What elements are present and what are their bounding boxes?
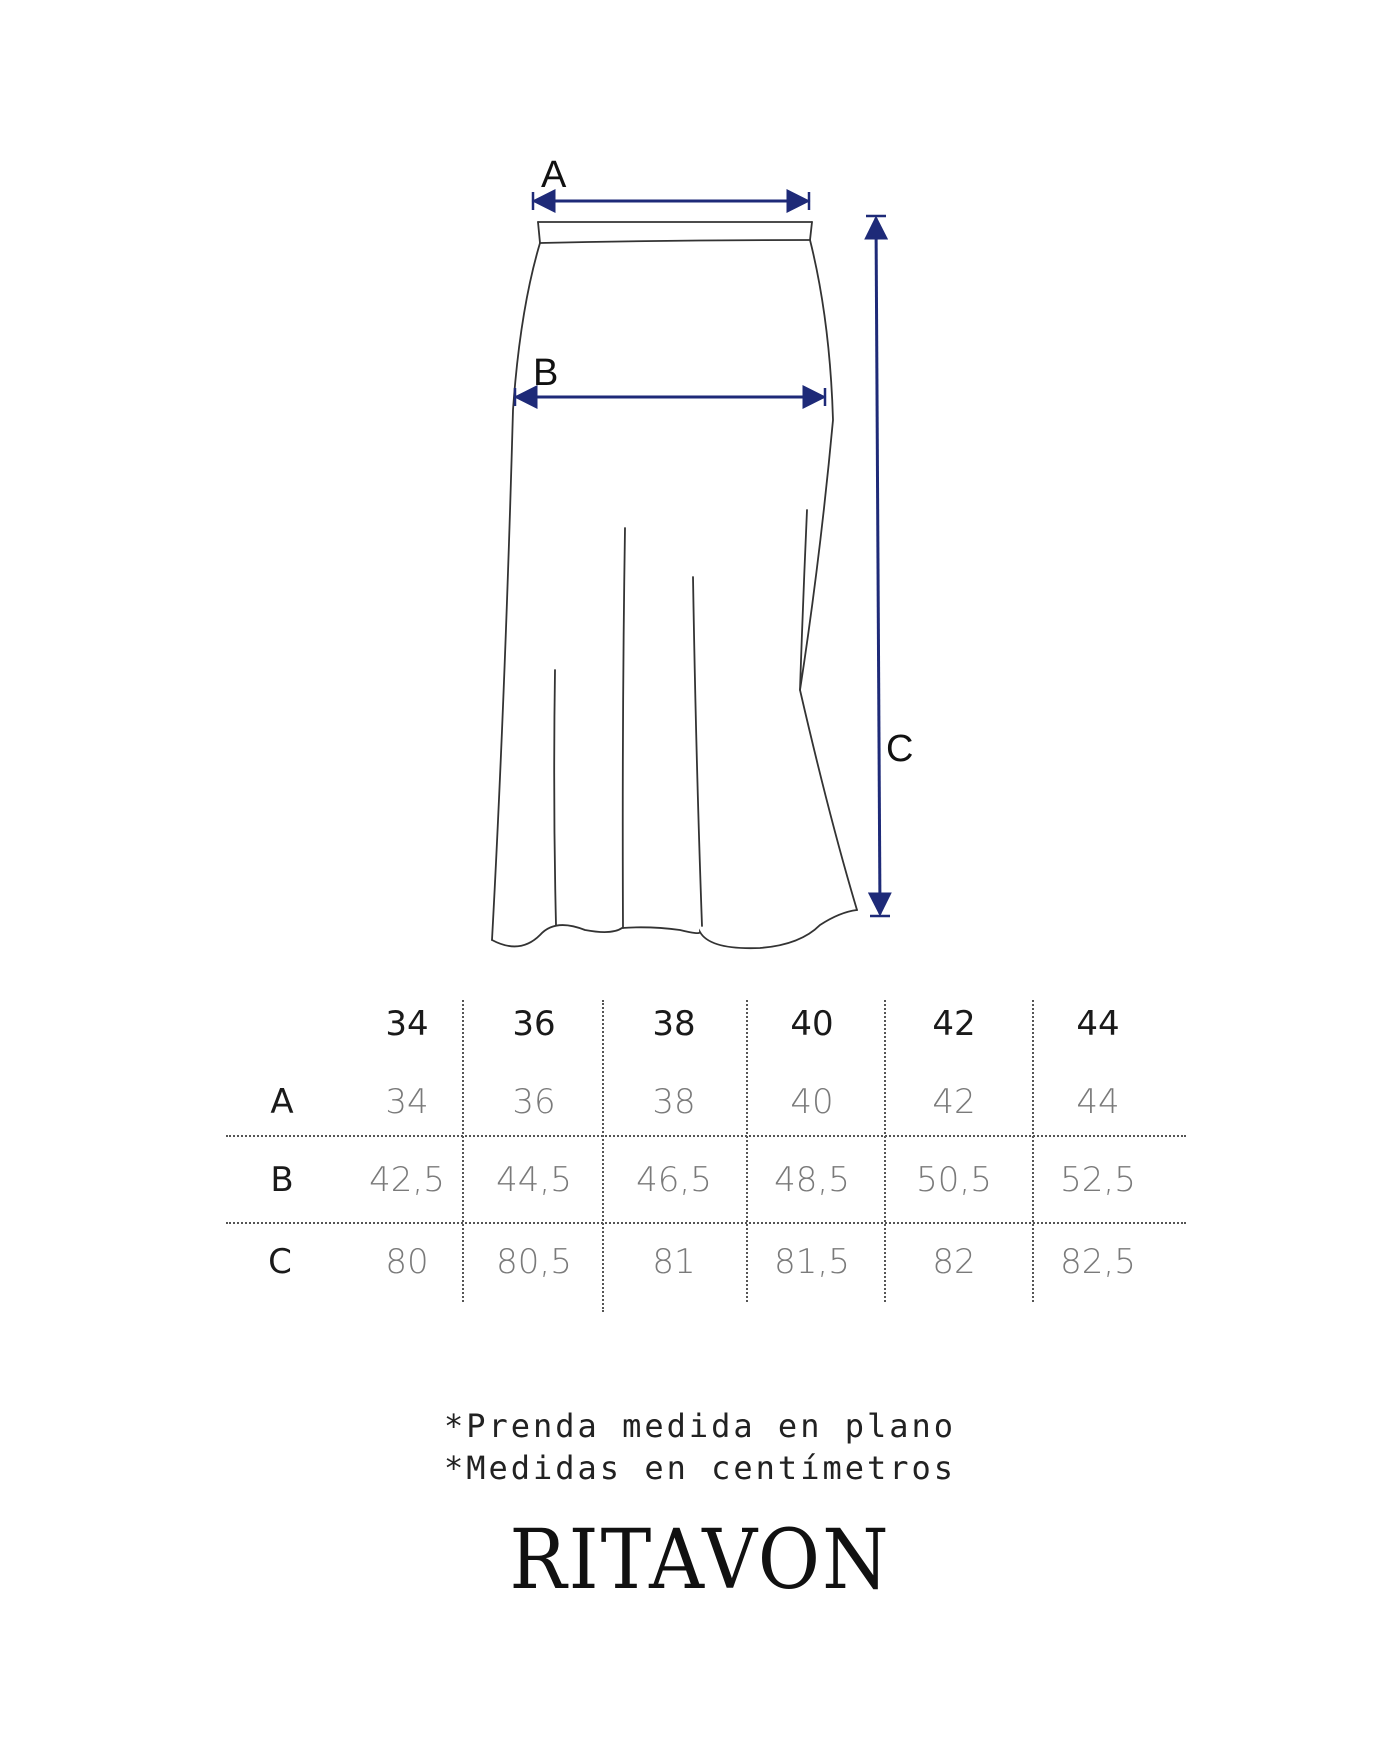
table-cell: 44,5 [496, 1160, 572, 1200]
size-header-40: 40 [790, 1004, 834, 1044]
column-divider [746, 1000, 748, 1302]
table-cell: 42,5 [369, 1160, 445, 1200]
table-cell: 80,5 [496, 1242, 572, 1282]
dimension-b-label: B [533, 352, 559, 394]
table-cell: 48,5 [774, 1160, 850, 1200]
note-flat-measure: *Prenda medida en plano [443, 1407, 957, 1445]
note-centimeters: *Medidas en centímetros [443, 1449, 957, 1487]
size-header-36: 36 [512, 1004, 556, 1044]
dimension-a-label: A [541, 154, 567, 196]
size-header-44: 44 [1076, 1004, 1120, 1044]
row-divider [226, 1135, 1186, 1137]
table-cell: 38 [652, 1082, 696, 1122]
table-cell: 34 [385, 1082, 429, 1122]
table-cell: 46,5 [636, 1160, 712, 1200]
size-header-42: 42 [932, 1004, 976, 1044]
table-cell: 42 [932, 1082, 976, 1122]
table-cell: 81,5 [774, 1242, 850, 1282]
size-header-38: 38 [652, 1004, 696, 1044]
row-label-a: A [270, 1082, 294, 1122]
table-cell: 44 [1076, 1082, 1120, 1122]
table-cell: 36 [512, 1082, 556, 1122]
table-cell: 52,5 [1060, 1160, 1136, 1200]
row-label-c: C [268, 1242, 292, 1282]
column-divider [1032, 1000, 1034, 1302]
table-cell: 81 [652, 1242, 696, 1282]
column-divider [462, 1000, 464, 1302]
table-cell: 82 [932, 1242, 976, 1282]
table-cell: 40 [790, 1082, 834, 1122]
table-cell: 50,5 [916, 1160, 992, 1200]
table-cell: 82,5 [1060, 1242, 1136, 1282]
table-cell: 80 [385, 1242, 429, 1282]
size-header-34: 34 [385, 1004, 429, 1044]
row-divider [226, 1222, 1186, 1224]
dimension-c-label: C [886, 728, 914, 770]
column-divider [884, 1000, 886, 1302]
brand-logo: RITAVON [509, 1511, 891, 1608]
row-label-b: B [270, 1160, 294, 1200]
column-divider [602, 1000, 604, 1312]
